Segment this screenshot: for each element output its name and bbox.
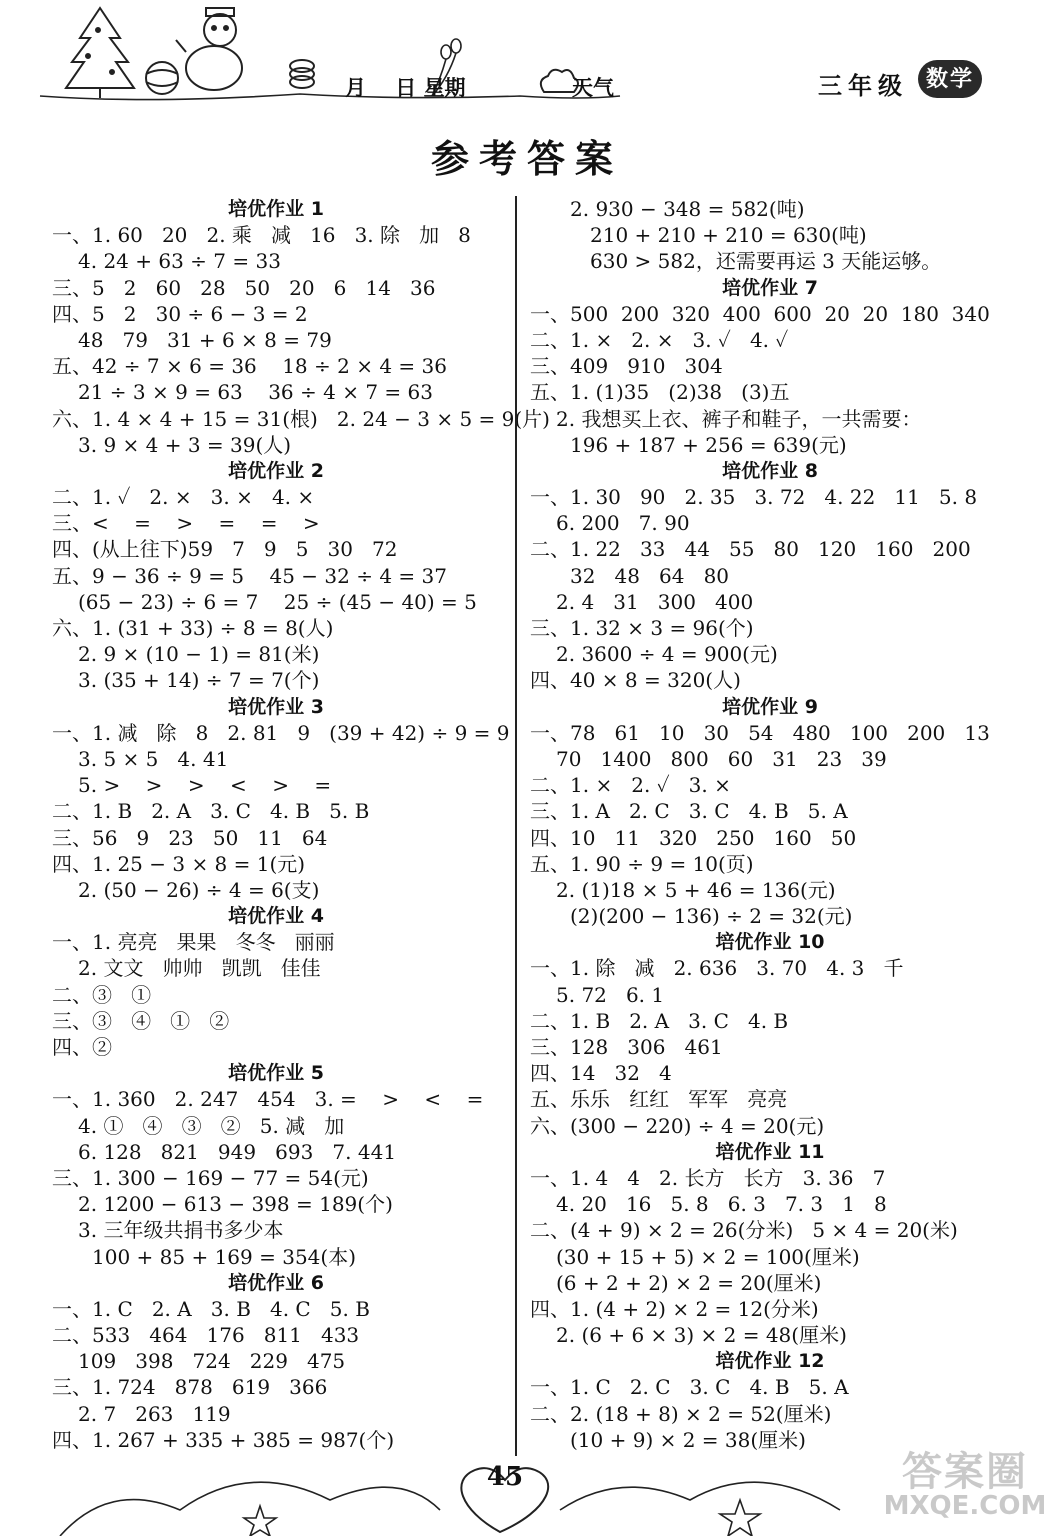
star-icon [244, 1506, 276, 1536]
answers-left-column [52, 196, 550, 1453]
section-heading: 培优作业 8 [722, 459, 818, 482]
section-heading: 培优作业 6 [228, 1271, 324, 1294]
answer-line: (65 − 23) ÷ 6 = 7 25 ÷ (45 − 40) = 5 [78, 589, 477, 614]
answer-line: 100 + 85 + 169 = 354(本) [92, 1244, 356, 1269]
answer-line: 3. 5 × 5 4. 41 [78, 746, 229, 771]
answer-line: 5. > > > < > = [78, 773, 332, 798]
answer-line: 二、1. × 2. ✓ 3. × [530, 773, 731, 798]
answer-line: 2. 我想买上衣、裤子和鞋子，一共需要： [556, 406, 922, 431]
answer-line: 三、128 306 461 [530, 1035, 723, 1059]
answer-line: 630 > 582，还需要再运 3 天能运够。 [590, 249, 942, 274]
answer-line: 五、1. 90 ÷ 9 = 10(页) [530, 851, 754, 876]
answer-line: 四、1. 267 + 335 + 385 = 987(个) [52, 1427, 395, 1452]
answer-line: 5. 72 6. 1 [556, 982, 665, 1007]
answer-line: 三、56 9 23 50 11 64 [52, 825, 328, 850]
answer-line: 六、1. (31 + 33) ÷ 8 = 8(人) [52, 616, 334, 640]
answer-line: 一、1. 亮亮 果果 冬冬 丽丽 [52, 930, 335, 955]
answer-line: 196 + 187 + 256 = 639(元) [570, 432, 847, 457]
answer-line: 2. 4 31 300 400 [556, 589, 754, 614]
answer-line: 二、(4 + 9) × 2 = 26(分米) 5 × 4 = 20(米) [530, 1218, 958, 1243]
answer-line: 70 1400 800 60 31 23 39 [556, 746, 887, 771]
header-line [40, 94, 620, 100]
answer-line: 32 48 64 80 [570, 563, 730, 588]
watermark-url: MXQE.COM [883, 1491, 1047, 1521]
answer-line: 三、1. 300 − 169 − 77 = 54(元) [52, 1165, 369, 1190]
answer-line: (30 + 15 + 5) × 2 = 100(厘米) [556, 1244, 860, 1269]
answer-line: 一、1. 4 4 2. 长方 长方 3. 36 7 [530, 1165, 886, 1190]
section-heading: 培优作业 9 [722, 695, 818, 718]
answer-line: 三、1. 32 × 3 = 96(个) [530, 616, 754, 640]
watermark [880, 1440, 1050, 1521]
section-heading: 培优作业 7 [722, 276, 818, 299]
answer-line: 一、1. 360 2. 247 454 3. = > < = [52, 1087, 484, 1112]
answer-line: 一、1. C 2. C 3. C 4. B 5. A [530, 1375, 849, 1400]
answer-line: 三、1. A 2. C 3. C 4. B 5. A [530, 799, 848, 824]
answer-line: 3. 三年级共捐书多少本 [78, 1218, 284, 1243]
answer-line: 二、1. ✓ 2. × 3. × 4. × [52, 485, 315, 510]
answer-line: 三、③ ④ ① ② [52, 1008, 230, 1033]
section-heading: 培优作业 12 [715, 1350, 825, 1373]
section-heading: 培优作业 10 [715, 931, 825, 954]
star-icon [720, 1500, 760, 1536]
answer-line: 四、40 × 8 = 320(人) [530, 668, 741, 693]
snowman-icon [176, 8, 242, 90]
answer-line: 二、1. B 2. A 3. C 4. B [530, 1008, 789, 1033]
answer-line: 三、5 2 60 28 50 20 6 14 36 [52, 275, 436, 300]
weekday-label: 星期 [423, 75, 466, 100]
answer-line: 210 + 210 + 210 = 630(吨) [590, 223, 867, 248]
answer-line: 2. (50 − 26) ÷ 4 = 6(支) [78, 877, 320, 902]
page-title: 参考答案 [430, 136, 623, 181]
answer-line: 2. 1200 − 613 − 398 = 189(个) [78, 1192, 393, 1217]
answer-line: 21 ÷ 3 × 9 = 63 36 ÷ 4 × 7 = 63 [78, 380, 433, 405]
answers-right-column [530, 196, 1010, 1453]
answer-line: 109 398 724 229 475 [78, 1349, 346, 1374]
answer-line: 四、5 2 30 ÷ 6 − 3 = 2 [52, 301, 308, 326]
answer-line: 3. 9 × 4 + 3 = 39(人) [78, 432, 292, 457]
page-header [0, 0, 1054, 110]
answer-line: 2. 9 × (10 − 1) = 81(米) [78, 642, 320, 667]
answer-line: 五、1. (1)35 (2)38 (3)五 [530, 380, 790, 405]
christmas-tree-icon [66, 8, 134, 98]
answer-line: 一、1. 60 20 2. 乘 减 16 3. 除 加 8 [52, 223, 471, 248]
answer-line: 四、14 32 4 [530, 1061, 672, 1086]
answer-line: 2. 3600 ÷ 4 = 900(元) [556, 642, 778, 667]
answer-line: (6 + 2 + 2) × 2 = 20(厘米) [556, 1270, 822, 1295]
section-heading: 培优作业 4 [228, 905, 324, 928]
answer-line: (10 + 9) × 2 = 38(厘米) [570, 1427, 806, 1452]
watermark-title: 答案圈 [902, 1449, 1028, 1495]
answer-line: 一、1. C 2. A 3. B 4. C 5. B [52, 1296, 370, 1321]
answer-line: 二、2. (18 + 8) × 2 = 52(厘米) [530, 1401, 832, 1426]
answer-line: 一、500 200 320 400 600 20 20 180 340 [530, 301, 990, 326]
answer-line: 一、1. 30 90 2. 35 3. 72 4. 22 11 5. 8 [530, 485, 978, 510]
answer-line: 6. 200 7. 90 [556, 511, 690, 536]
answer-line: 六、1. 4 × 4 + 15 = 31(根) 2. 24 − 3 × 5 = 9(片) [52, 406, 550, 431]
section-heading: 培优作业 11 [715, 1140, 825, 1163]
page-number: 45 [486, 1462, 524, 1492]
answer-line: 4. 24 + 63 ÷ 7 = 33 [78, 249, 281, 274]
answer-line: 二、1. × 2. × 3. ✓ 4. ✓ [530, 327, 789, 352]
answer-line: 6. 128 821 949 693 7. 441 [78, 1139, 397, 1164]
answer-line: 二、1. 22 33 44 55 80 120 160 200 [530, 537, 971, 562]
answer-line: 三、1. 724 878 619 366 [52, 1375, 328, 1400]
answer-line: 四、1. 25 − 3 × 8 = 1(元) [52, 851, 306, 876]
answer-line: 四、(从上往下)59 7 9 5 30 72 [52, 537, 398, 562]
answer-line: 3. (35 + 14) ÷ 7 = 7(个) [78, 668, 320, 693]
answer-line: 4. ① ④ ③ ② 5. 减 加 [78, 1113, 345, 1138]
ball-icon [146, 62, 178, 94]
answer-line: 2. 7 263 119 [78, 1401, 231, 1426]
section-heading: 培优作业 1 [228, 198, 324, 220]
section-heading: 培优作业 2 [228, 459, 324, 482]
answer-line: 2. (6 + 6 × 3) × 2 = 48(厘米) [556, 1323, 847, 1348]
answer-line: 五、42 ÷ 7 × 6 = 36 18 ÷ 2 × 4 = 36 [52, 354, 447, 379]
spring-toy-icon [290, 60, 314, 88]
answer-line: 四、1. (4 + 2) × 2 = 12(分米) [530, 1296, 819, 1321]
grade-label: 三年级 [818, 71, 908, 100]
answer-line: 2. (1)18 × 5 + 46 = 136(元) [556, 877, 836, 902]
answer-line: 二、533 464 176 811 433 [52, 1323, 360, 1348]
answer-line: 2. 文文 帅帅 凯凯 佳佳 [78, 956, 321, 981]
answer-line: 四、② [52, 1035, 112, 1059]
answer-line: 一、78 61 10 30 54 480 100 200 13 [530, 720, 990, 745]
answer-line: 四、10 11 320 250 160 50 [530, 825, 857, 850]
subject-badge: 数学 [918, 60, 982, 98]
answer-line: 2. 930 − 348 = 582(吨) [570, 197, 805, 221]
answer-line: 三、409 910 304 [530, 354, 723, 379]
answer-line: 五、乐乐 红红 军军 亮亮 [530, 1087, 788, 1112]
answer-line: 三、< = > = = > [52, 511, 320, 536]
answer-line: 4. 20 16 5. 8 6. 3 7. 3 1 8 [556, 1192, 887, 1217]
answer-line: 二、1. B 2. A 3. C 4. B 5. B [52, 799, 370, 824]
answer-line: 48 79 31 + 6 × 8 = 79 [78, 327, 332, 352]
weather-label: 天气 [572, 75, 614, 100]
section-heading: 培优作业 5 [228, 1062, 324, 1085]
date-field [345, 72, 466, 102]
section-heading: 培优作业 3 [228, 695, 324, 718]
date-label: 月 日 [345, 75, 417, 100]
column-divider [515, 196, 517, 1456]
answer-line: (2)(200 − 136) ÷ 2 = 32(元) [570, 904, 853, 929]
answer-line: 一、1. 减 除 8 2. 81 9 (39 + 42) ÷ 9 = 9 [52, 720, 510, 745]
answer-line: 五、9 − 36 ÷ 9 = 5 45 − 32 ÷ 4 = 37 [52, 563, 447, 588]
answer-line: 二、③ ① [52, 982, 152, 1007]
answer-line: 一、1. 除 减 2. 636 3. 70 4. 3 千 [530, 956, 904, 981]
answer-line: 六、(300 − 220) ÷ 4 = 20(元) [530, 1113, 825, 1138]
